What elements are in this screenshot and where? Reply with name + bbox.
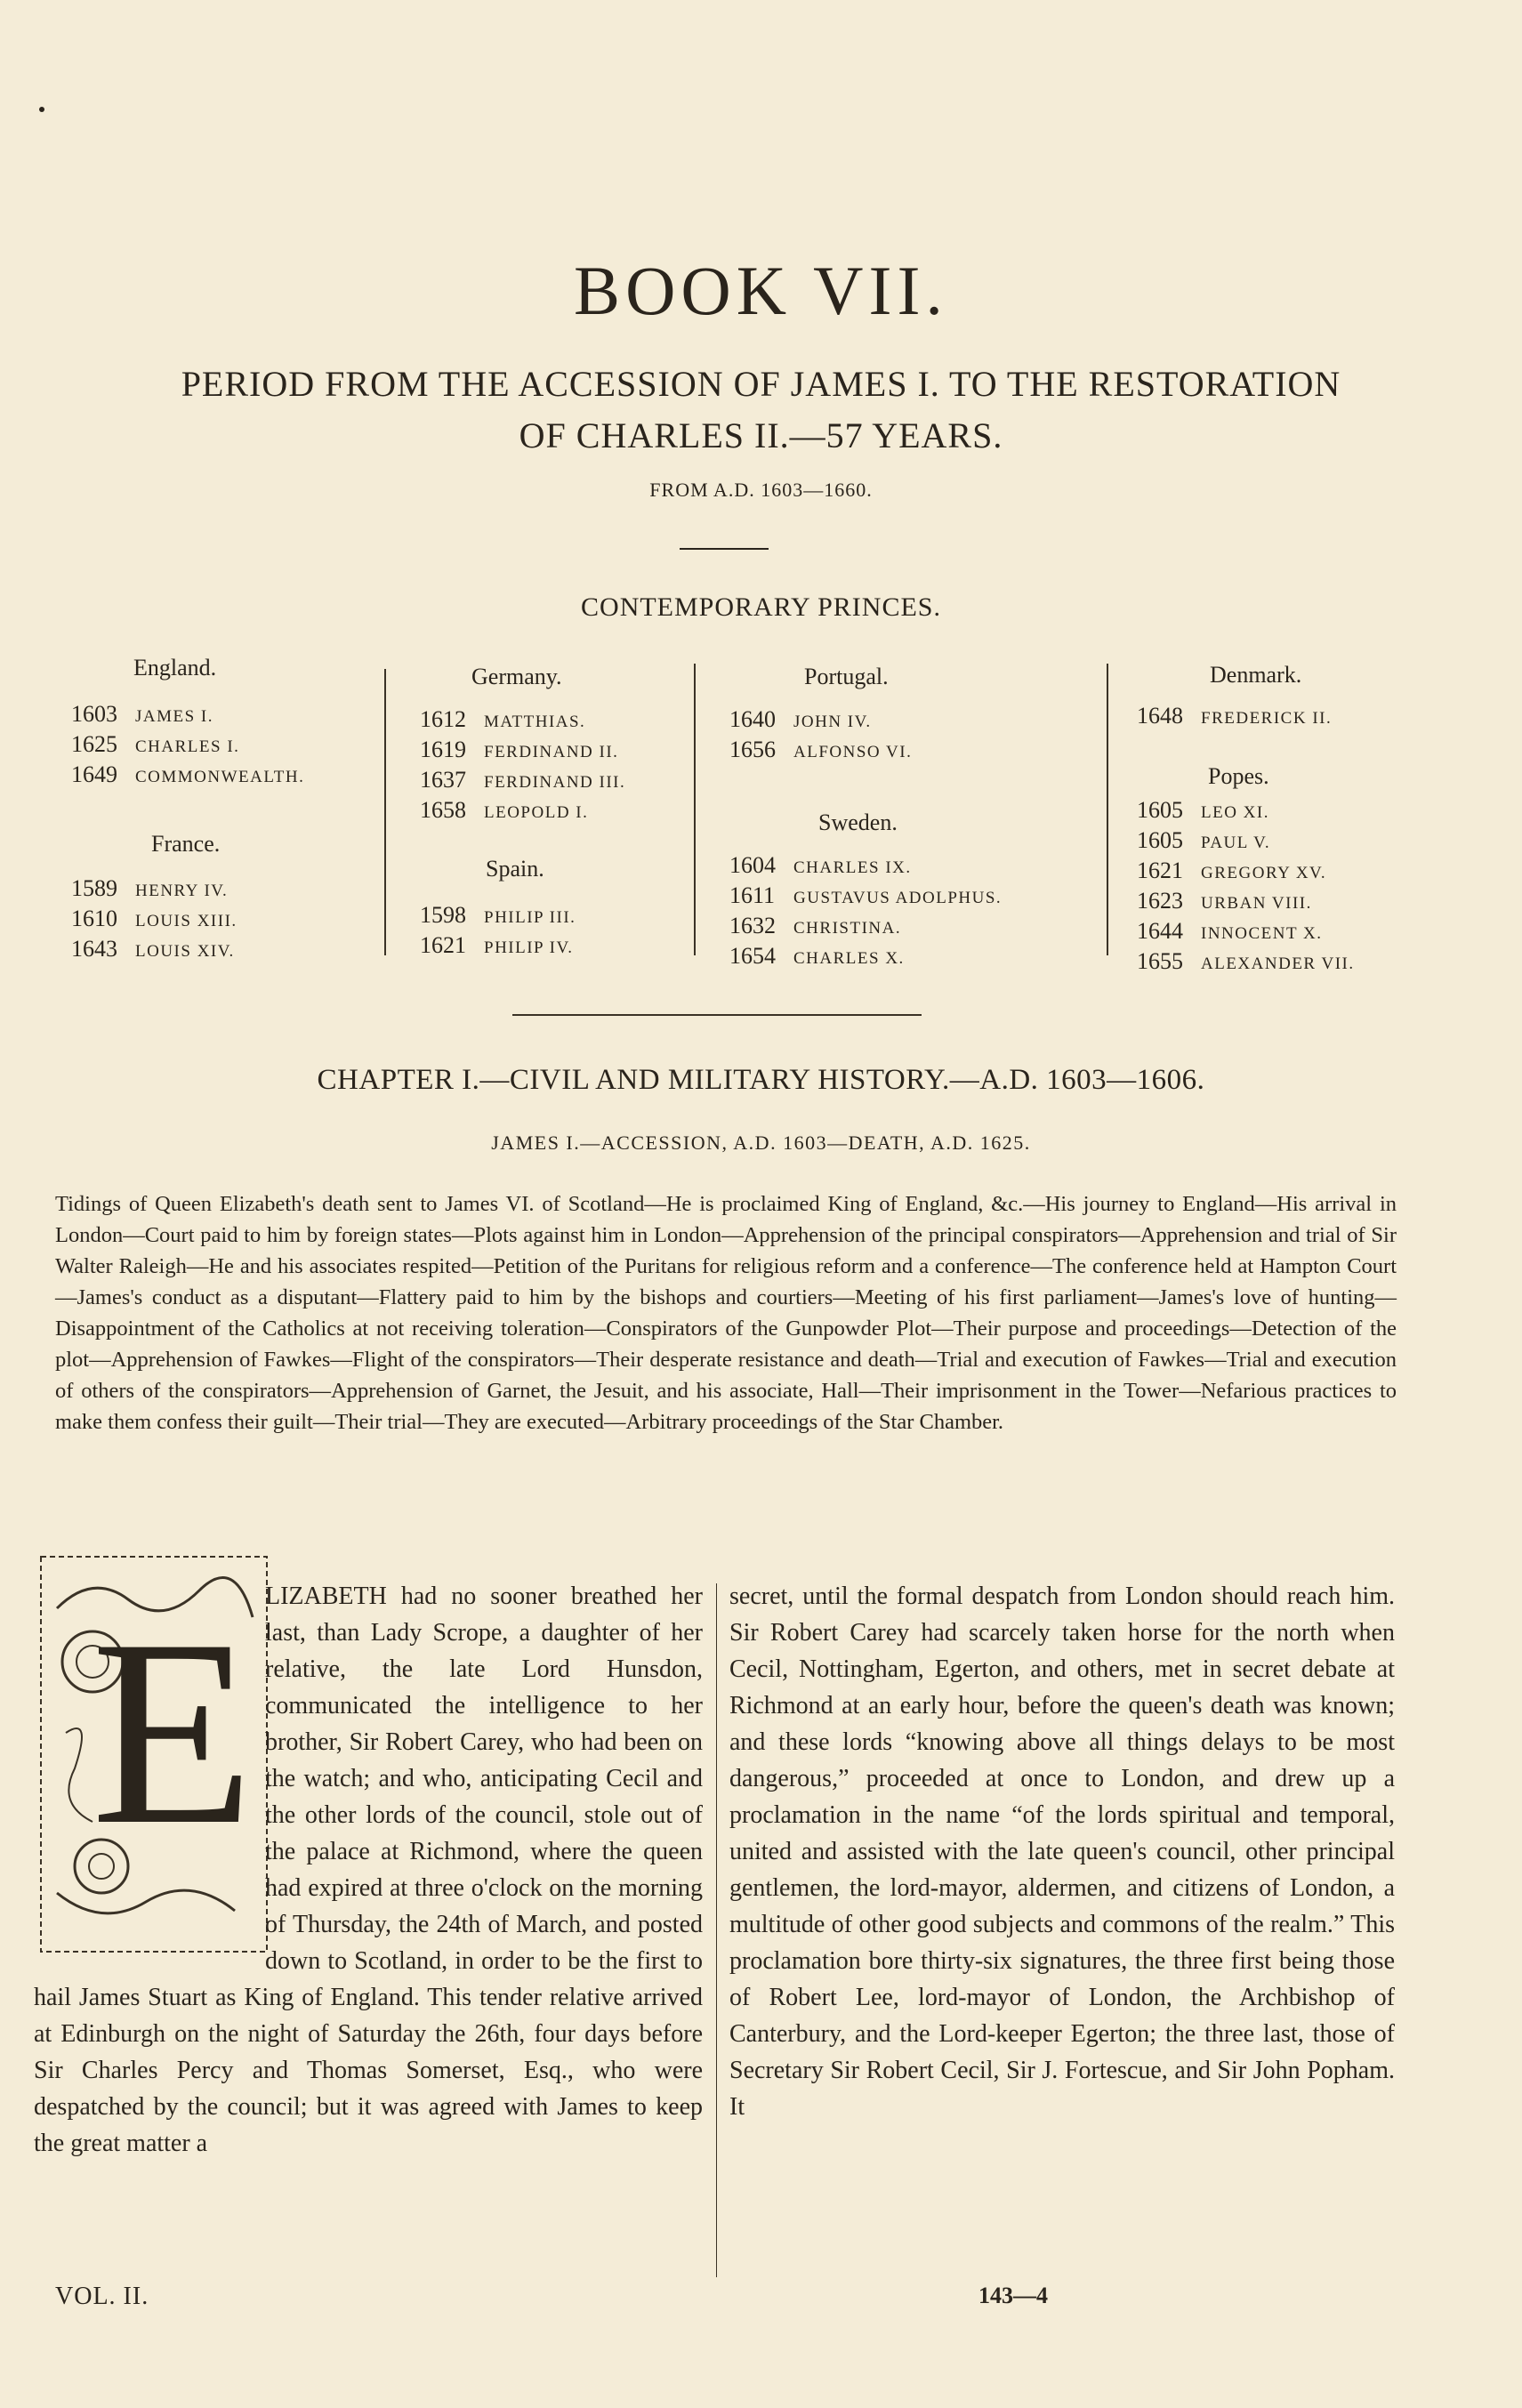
svg-text:E: E xyxy=(91,1584,254,1880)
prince-entry: 1656 ALFONSO VI. xyxy=(729,737,913,762)
prince-entry: 1655 ALEXANDER VII. xyxy=(1137,948,1355,974)
body-column-right: secret, until the formal despatch from London should reach him. Sir Robert Carey had scarcely taken horse for the north when Cecil, Nottingham, Egerton, and others, met in secret debate at Richmond at an early hour, before the queen's death was known; and these lords “knowing above all things delays to be most dangerous,” proceeded at once to London, and drew up a proclamation in the name “of the lords spiritual and temporal, united and assisted with the late queen's council, other principal gentlemen, the lord-mayor, aldermen, and citizens of London, a multitude of other good subjects and commons of the realm.” This proclamation bore thirty-six signatures, the three first being those of Robert Lee, lord-mayor of London, the Archbishop of Canterbury, and the Lord-keeper Egerton; the three last, those of Secretary Sir Robert Cecil, Sir J. Fortescue, and Sir John Popham. It xyxy=(729,1583,1395,2121)
prince-entry: 1603 JAMES I. xyxy=(71,701,214,727)
prince-entry: 1605 PAUL V. xyxy=(1137,827,1271,853)
prince-entry: 1621 PHILIP IV. xyxy=(420,932,574,958)
england-heading: England. xyxy=(133,655,217,681)
period-title-line-2: OF CHARLES II.—57 YEARS. xyxy=(519,415,1003,455)
period-title-line-1: PERIOD FROM THE ACCESSION OF JAMES I. TO THE RESTORATION xyxy=(181,364,1341,404)
prince-entry: 1598 PHILIP III. xyxy=(420,902,576,928)
prince-entry: 1644 INNOCENT X. xyxy=(1137,918,1323,944)
date-range: FROM A.D. 1603—1660. xyxy=(649,479,873,501)
prince-entry: 1643 LOUIS XIV. xyxy=(71,936,235,962)
prince-entry: 1648 FREDERICK II. xyxy=(1137,703,1333,729)
spain-heading: Spain. xyxy=(486,856,544,882)
body-column-left xyxy=(34,1578,703,2162)
book-title: BOOK VII. xyxy=(574,252,948,329)
print-speck xyxy=(39,107,44,112)
chapter-summary: Tidings of Queen Elizabeth's death sent to James VI. of Scotland—He is proclaimed King of England, &c.—His journey to England—His arrival in London—Court paid to him by foreign states—Plots against him in London—Apprehension of the principal conspirators—Apprehension and trial of Sir Walter Raleigh—He and his associates respited—Petition of the Puritans for religious reform and a conference—The conference held at Hampton Court—James's conduct as a disputant—Flattery paid to him by the bishops and courtiers—Meeting of his first parliament—James's love of hunting—Disappointment of the Catholics at not receiving toleration—Conspirators of the Gunpowder Plot—Their purpose and proceedings—Detection of the plot—Apprehension of Fawkes—Flight of the conspirators—Their desperate resistance and death—Trial and execution of Fawkes—Trial and execution of others of the conspirators—Apprehension of Garnet, the Jesuit, and his associate, Hall—Their imprisonment in the Tower—Nefarious practices to make them confess their guilt—Their trial—They are executed—Arbitrary proceedings of the Star Chamber. xyxy=(55,1192,1397,1434)
prince-entry: 1604 CHARLES IX. xyxy=(729,852,912,878)
portugal-heading: Portugal. xyxy=(804,664,889,689)
denmark-heading: Denmark. xyxy=(1210,662,1302,688)
prince-entry: 1619 FERDINAND II. xyxy=(420,737,619,762)
column-divider xyxy=(1107,664,1108,955)
prince-entry: 1654 CHARLES X. xyxy=(729,943,905,969)
left-column-text: LIZABETH had no sooner breathed her last, than Lady Scrope, a daughter of her relative, the late Lord Hunsdon, communicated the intelligence to her brother, Sir Robert Carey, who had been on the watch; and who, anticipating Cecil and the other lords of the council, stole out of the palace at Richmond, where the queen had expired at three o'clock on the morning of Thursday, the 24th of March, and posted down to Scotland, in order to be the first to hail James Stuart as King of England. This tender relative arrived at Edinburgh on the night of Saturday the 26th, four days before Sir Charles Percy and Thomas Somerset, Esq., who were despatched by the council; but it was agreed with James to keep the great matter a xyxy=(34,1583,703,2157)
prince-entry: 1625 CHARLES I. xyxy=(71,731,240,757)
germany-heading: Germany. xyxy=(471,664,562,689)
chapter-title: CHAPTER I.—CIVIL AND MILITARY HISTORY.—A.D. 1603—1606. xyxy=(317,1064,1205,1096)
prince-entry: 1605 LEO XI. xyxy=(1137,797,1269,823)
prince-entry: 1611 GUSTAVUS ADOLPHUS. xyxy=(729,882,1003,908)
prince-entry: 1632 CHRISTINA. xyxy=(729,913,902,938)
prince-entry: 1658 LEOPOLD I. xyxy=(420,797,589,823)
france-heading: France. xyxy=(151,831,221,857)
sweden-heading: Sweden. xyxy=(818,809,898,835)
prince-entry: 1612 MATTHIAS. xyxy=(420,706,586,732)
prince-entry: 1637 FERDINAND III. xyxy=(420,767,626,793)
prince-entry: 1649 COMMONWEALTH. xyxy=(71,761,305,787)
popes-heading: Popes. xyxy=(1208,763,1269,789)
page-number: 143—4 xyxy=(978,2283,1048,2308)
divider-rule xyxy=(680,548,769,550)
chapter-subtitle: JAMES I.—ACCESSION, A.D. 1603—DEATH, A.D. 1625. xyxy=(491,1132,1031,1154)
volume-label: VOL. II. xyxy=(55,2283,149,2310)
divider-rule xyxy=(512,1014,922,1016)
column-divider xyxy=(694,664,696,955)
prince-entry: 1610 LOUIS XIII. xyxy=(71,906,238,931)
prince-entry: 1623 URBAN VIII. xyxy=(1137,888,1312,914)
contemporary-princes-heading: CONTEMPORARY PRINCES. xyxy=(581,592,941,622)
prince-entry: 1640 JOHN IV. xyxy=(729,706,872,732)
column-divider xyxy=(384,669,386,955)
prince-entry: 1589 HENRY IV. xyxy=(71,875,229,901)
column-divider xyxy=(716,1583,717,2277)
prince-entry: 1621 GREGORY XV. xyxy=(1137,858,1327,883)
dropcap-spacer xyxy=(34,1578,265,1948)
